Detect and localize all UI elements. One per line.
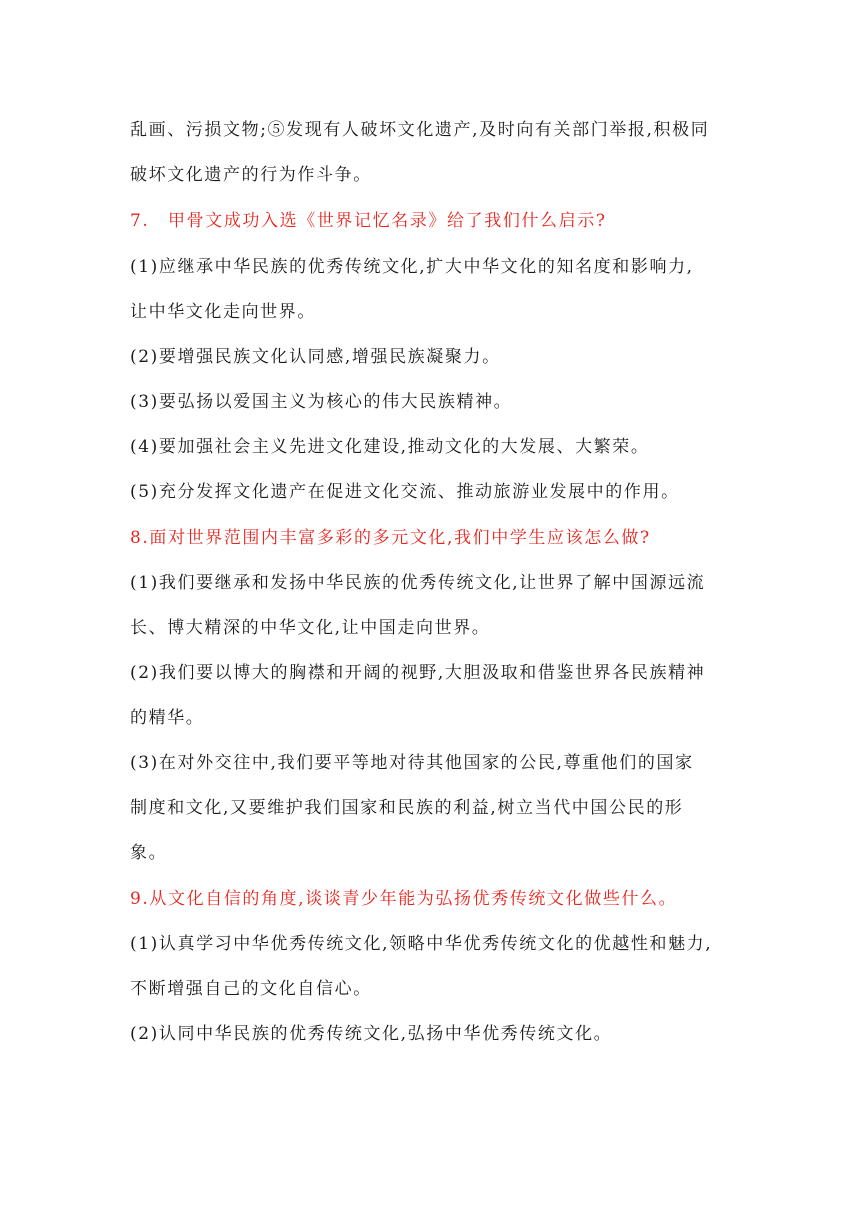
text-line: 长、博大精深的中华文化,让中国走向世界。 (130, 618, 491, 638)
text-line: (3)要弘扬以爱国主义为核心的伟大民族精神。 (130, 392, 513, 412)
text-line: 象。 (130, 843, 168, 863)
text-line: 不断增强自己的文化自信心。 (130, 979, 372, 999)
question-heading-9: 9.从文化自信的角度,谈谈青少年能为弘扬优秀传统文化做些什么。 (130, 889, 678, 909)
text-line: (1)认真学习中华优秀传统文化,领略中华优秀传统文化的优越性和魅力, (130, 934, 713, 954)
text-line: (1)我们要继承和发扬中华民族的优秀传统文化,让世界了解中国源远流 (130, 573, 706, 593)
text-line: 乱画、污损文物;⑤发现有人破坏文化遗产,及时向有关部门举报,积极同 (130, 120, 710, 140)
text-line: (5)充分发挥文化遗产在促进文化交流、推动旅游业发展中的作用。 (130, 482, 680, 502)
text-line: (2)认同中华民族的优秀传统文化,弘扬中华优秀传统文化。 (130, 1024, 613, 1044)
text-line: (2)要增强民族文化认同感,增强民族凝聚力。 (130, 347, 501, 367)
text-line: (4)要加强社会主义先进文化建设,推动文化的大发展、大繁荣。 (130, 437, 650, 457)
text-line: 制度和文化,又要维护我们国家和民族的利益,树立当代中国公民的形 (130, 798, 684, 818)
text-line: 破坏文化遗产的行为作斗争。 (130, 165, 372, 185)
question-heading-8: 8.面对世界范围内丰富多彩的多元文化,我们中学生应该怎么做? (130, 528, 651, 548)
text-line: (3)在对外交往中,我们要平等地对待其他国家的公民,尊重他们的国家 (130, 753, 694, 773)
question-heading-7: 7. 甲骨文成功入选《世界记忆名录》给了我们什么启示? (130, 211, 607, 231)
text-line: (2)我们要以博大的胸襟和开阔的视野,大胆汲取和借鉴世界各民族精神 (130, 663, 706, 683)
text-line: (1)应继承中华民族的优秀传统文化,扩大中华文化的知名度和影响力, (130, 257, 694, 277)
text-line: 让中华文化走向世界。 (130, 302, 316, 322)
text-line: 的精华。 (130, 708, 205, 728)
